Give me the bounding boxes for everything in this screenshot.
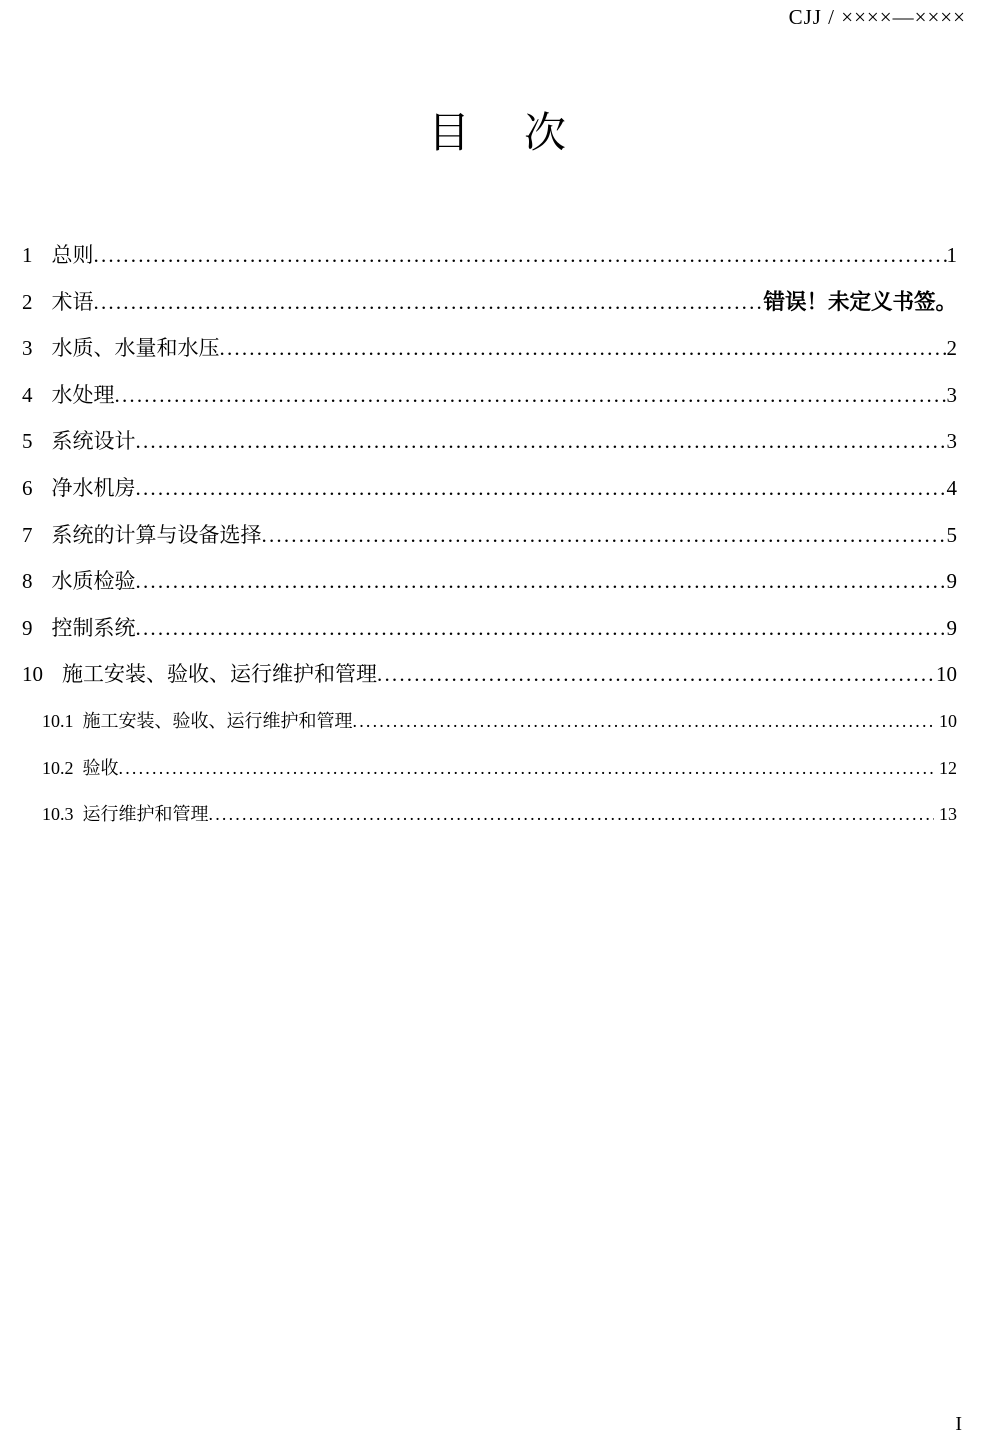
- toc-entry-label: 水处理: [51, 382, 115, 407]
- toc-entry[interactable]: [22, 558, 957, 605]
- toc-entry-number: 10.2: [42, 757, 74, 778]
- document-header-standard-number: CJJ / ××××—××××: [788, 5, 966, 29]
- toc-dot-leader: [377, 651, 936, 698]
- toc-entry[interactable]: [22, 325, 957, 372]
- toc-entry[interactable]: [22, 698, 957, 745]
- toc-entry[interactable]: [22, 791, 957, 838]
- toc-dot-leader: [136, 465, 947, 512]
- toc-entry[interactable]: [22, 232, 957, 279]
- toc-entry-number: 8: [22, 569, 33, 594]
- toc-entry-label: 术语: [51, 289, 94, 314]
- toc-entry-label: 净水机房: [51, 475, 136, 500]
- toc-entry-page: 3: [946, 429, 957, 454]
- toc-entry-label: 系统设计: [51, 429, 136, 454]
- toc-entry[interactable]: [22, 418, 957, 465]
- toc-dot-leader: [136, 605, 947, 652]
- toc-entry-label: 控制系统: [51, 615, 136, 640]
- toc-entry-number: 6: [22, 475, 33, 500]
- toc-entry-page: 3: [946, 382, 957, 407]
- toc-entry[interactable]: [22, 651, 957, 698]
- toc-dot-leader: [353, 698, 935, 745]
- toc-list: [22, 232, 957, 838]
- footer-page-number: I: [955, 1413, 962, 1435]
- toc-entry-page: 9: [946, 569, 957, 594]
- toc-dot-leader: [94, 279, 764, 326]
- toc-entry[interactable]: [22, 279, 957, 326]
- toc-entry-number: 5: [22, 429, 33, 454]
- toc-entry-page: 13: [939, 804, 957, 825]
- toc-entry-page: 10: [939, 710, 957, 731]
- toc-entry-page: 12: [939, 757, 957, 778]
- toc-entry-number: 4: [22, 382, 33, 407]
- toc-entry-label: 系统的计算与设备选择: [51, 522, 262, 547]
- toc-entry-label: 施工安装、验收、运行维护和管理: [82, 710, 353, 731]
- toc-entry-label: 验收: [82, 757, 119, 778]
- toc-entry-label: 施工安装、验收、运行维护和管理: [62, 662, 377, 687]
- toc-entry[interactable]: [22, 512, 957, 559]
- toc-entry-page: 5: [946, 522, 957, 547]
- toc-entry-number: 10.3: [42, 804, 74, 825]
- toc-entry-label: 总则: [51, 243, 94, 267]
- toc-dot-leader: [94, 232, 947, 279]
- toc-entry-page: 9: [946, 615, 957, 640]
- toc-entry-page: 4: [946, 475, 957, 500]
- toc-entry-number: 10: [22, 662, 43, 687]
- toc-dot-leader: [209, 791, 935, 838]
- toc-dot-leader: [136, 558, 947, 605]
- toc-entry-page: 10: [936, 662, 957, 687]
- toc-entry-number: 7: [22, 522, 33, 547]
- toc-entry-number: 1: [22, 243, 33, 267]
- toc-dot-leader: [115, 372, 947, 419]
- toc-entry[interactable]: [22, 605, 957, 652]
- toc-entry-number: 10.1: [42, 710, 74, 731]
- toc-entry-number: 3: [22, 336, 33, 361]
- toc-entry-page: 2: [946, 336, 957, 361]
- page-title: 目 次: [427, 109, 572, 156]
- toc-entry[interactable]: [22, 465, 957, 512]
- toc-entry-number: 9: [22, 615, 33, 640]
- toc-dot-leader: [136, 418, 947, 465]
- toc-entry[interactable]: [22, 745, 957, 792]
- toc-entry-page: 错误！未定义书签。: [763, 289, 957, 314]
- toc-dot-leader: [220, 325, 947, 372]
- toc-dot-leader: [262, 512, 947, 559]
- toc-entry-number: 2: [22, 289, 33, 314]
- toc-entry-label: 水质、水量和水压: [51, 336, 220, 361]
- toc-entry-label: 水质检验: [51, 569, 136, 594]
- toc-entry-page: 1: [946, 243, 957, 267]
- toc-entry-label: 运行维护和管理: [82, 804, 209, 825]
- toc-entry[interactable]: [22, 372, 957, 419]
- toc-dot-leader: [119, 745, 935, 792]
